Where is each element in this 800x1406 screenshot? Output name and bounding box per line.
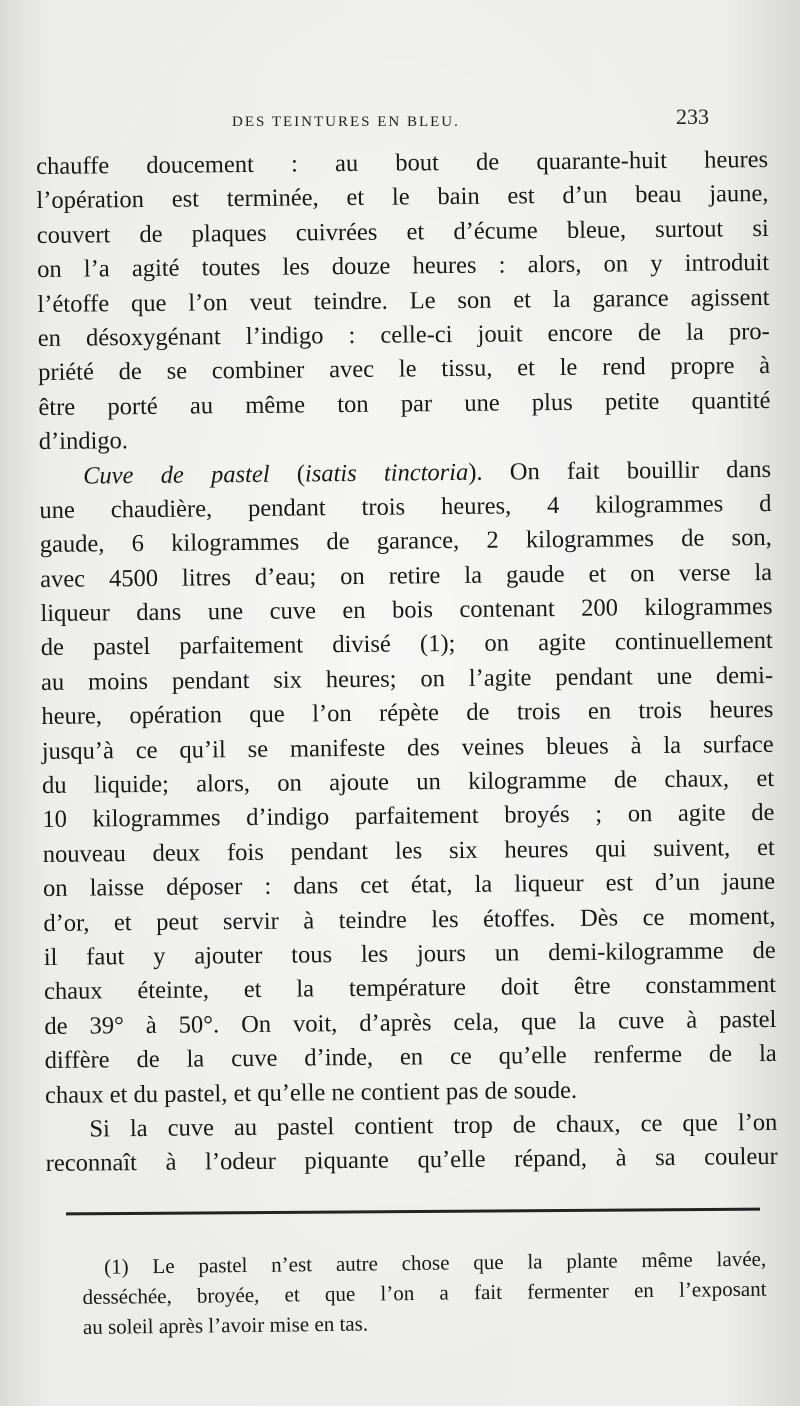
text-line: reconnaît à l’odeur piquante qu’elle répand, à sa couleur [45,1143,778,1178]
running-title: DES TEINTURES EN BLEU. [232,114,460,130]
text-line: l’opération est terminée, et le bain est d’un beau jaune, [36,180,769,215]
text-line: de pastel parfaitement divisé (1); on agite continuellement [40,627,773,662]
text-line: diffère de la cuve d’inde, en ce qu’elle renferme de la [44,1040,777,1075]
text-line: être porté au même ton par une plus petite quantité [38,386,771,421]
footnote-line: au soleil après l’avoir mise en tas. [82,1311,369,1339]
text-line: avec 4500 litres d’eau; on retire la gaude et on verse la [39,558,773,593]
footnote-line: desséchée, broyée, et que l’on a fait fermenter en l’exposant [82,1276,767,1309]
text-line: en désoxygénant l’indigo : celle-ci jouit encore de la pro- [37,317,770,352]
footnote [82,1244,767,1342]
text-line: chaux et du pastel, et qu’elle ne contient pas de soude. [44,1076,578,1109]
text-line: une chaudière, pendant trois heures, 4 kilogrammes d [39,489,772,524]
text-line: d’or, et peut servir à teindre les étoffes. Dès ce moment, [43,902,776,937]
text-line: couvert de plaques cuivrées et d’écume bleue, surtout si [36,214,769,249]
cuve-line-rest: ). On fait bouillir dans [468,455,772,486]
text-line: on l’a agité toutes les douze heures : alors, on y introduit [37,249,770,284]
text-line: d’indigo. [38,427,129,456]
cuve-heading: Cuve de pastel [82,460,270,490]
text-line: chauffe doucement : au bout de quarante-huit heures [36,145,769,180]
text-line: gaude, 6 kilogrammes de garance, 2 kilogrammes de son, [39,524,772,559]
text-line: l’étoffe que l’on veut teindre. Le son et la garance agissent [37,283,770,318]
text-line: il faut y ajouter tous les jours un demi-kilogramme de [43,936,776,971]
text-line: chaux éteinte, et la température doit être constamment [43,971,777,1006]
latin-name: isatis tinctoria [304,458,469,487]
text-line: 10 kilogrammes d’indigo parfaitement broyés ; on agite de [42,799,775,834]
text-line: liqueur dans une cuve en bois contenant 200 kilogrammes [40,593,773,628]
footnote-line: (1) Le pastel n’est autre chose que la plante même lavée, [104,1246,767,1279]
text-line: nouveau deux fois pendant les six heures qui suivent, et [42,833,775,868]
text-line: de 39° à 50°. On voit, d’après cela, que la cuve à pastel [44,1005,777,1040]
main-text [36,143,778,1182]
text-line: priété de se combiner avec le tissu, et le rend propre à [38,352,771,387]
text-line: jusqu’à ce qu’il se manifeste des veines bleues à la surface [41,730,774,765]
page-number: 233 [676,104,709,129]
text-line: on laisse déposer : dans cet état, la liqueur est d’un jaune [42,868,776,903]
text-line: au moins pendant six heures; on l’agite pendant une demi- [40,661,774,696]
text-line: Si la cuve au pastel contient trop de chaux, ce que l’on [89,1108,778,1143]
text-line: du liquide; alors, on ajoute un kilogramme de chaux, et [41,764,775,800]
paren-open: ( [269,459,306,488]
footnote-rule [66,1208,760,1216]
text-line: heure, opération que l’on répète de trois en trois heures [41,696,774,731]
